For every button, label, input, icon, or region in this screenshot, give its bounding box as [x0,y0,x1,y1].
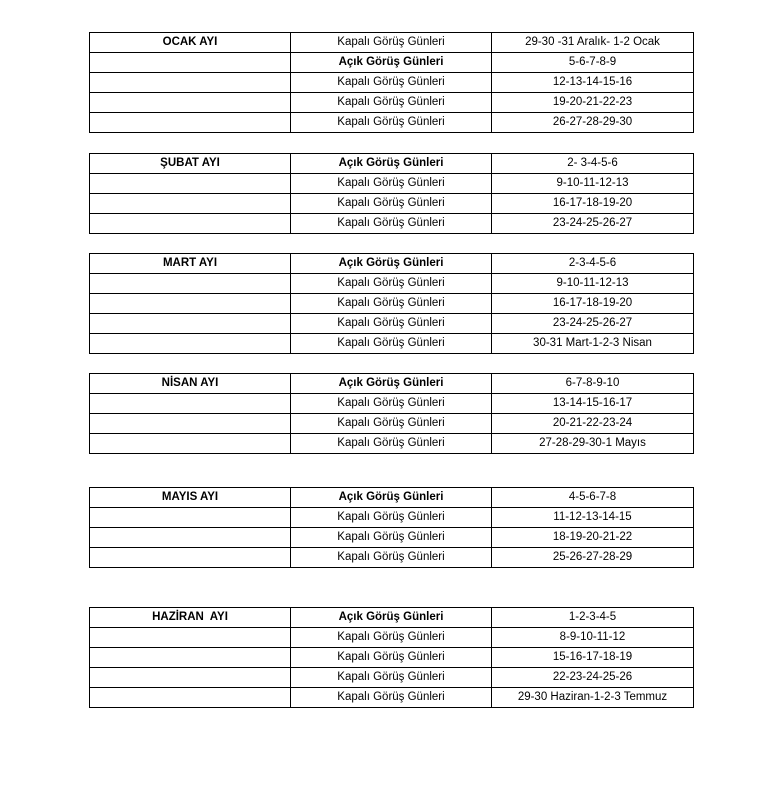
empty-cell [90,508,291,528]
table-row [90,314,694,334]
visit-dates: 2-3-4-5-6 [492,254,694,274]
empty-cell [90,394,291,414]
table-row [90,274,694,294]
visit-dates: 19-20-21-22-23 [492,93,694,113]
table-row [90,113,694,133]
table-row [90,93,694,113]
visit-dates: 20-21-22-23-24 [492,414,694,434]
visit-dates: 30-31 Mart-1-2-3 Nisan [492,334,694,354]
visit-dates: 18-19-20-21-22 [492,528,694,548]
visit-dates: 15-16-17-18-19 [492,648,694,668]
visit-dates: 1-2-3-4-5 [492,608,694,628]
month-table-mart [89,253,694,354]
visit-dates: 6-7-8-9-10 [492,374,694,394]
visit-dates: 8-9-10-11-12 [492,628,694,648]
visit-type: Kapalı Görüş Günleri [291,508,492,528]
visit-dates: 29-30 -31 Aralık- 1-2 Ocak [492,33,694,53]
table-row [90,154,694,174]
visit-type: Açık Görüş Günleri [291,53,492,73]
visit-type: Açık Görüş Günleri [291,374,492,394]
visit-type: Kapalı Görüş Günleri [291,113,492,133]
visit-dates: 5-6-7-8-9 [492,53,694,73]
empty-cell [90,628,291,648]
table-row [90,528,694,548]
visit-type: Kapalı Görüş Günleri [291,274,492,294]
empty-cell [90,294,291,314]
visit-type: Kapalı Görüş Günleri [291,548,492,568]
month-table-haziran [89,607,694,708]
table-row [90,548,694,568]
month-name: HAZİRAN AYI [90,608,291,628]
table-row [90,194,694,214]
visit-dates: 12-13-14-15-16 [492,73,694,93]
visit-type: Kapalı Görüş Günleri [291,194,492,214]
empty-cell [90,528,291,548]
visit-dates: 29-30 Haziran-1-2-3 Temmuz [492,688,694,708]
empty-cell [90,194,291,214]
month-name: NİSAN AYI [90,374,291,394]
month-name: ŞUBAT AYI [90,154,291,174]
visit-dates: 23-24-25-26-27 [492,314,694,334]
table-row [90,214,694,234]
visit-type: Kapalı Görüş Günleri [291,414,492,434]
visit-dates: 11-12-13-14-15 [492,508,694,528]
visit-type: Açık Görüş Günleri [291,608,492,628]
table-row [90,508,694,528]
table-row [90,688,694,708]
visit-dates: 2- 3-4-5-6 [492,154,694,174]
visit-type: Kapalı Görüş Günleri [291,314,492,334]
visit-type: Kapalı Görüş Günleri [291,174,492,194]
visit-dates: 22-23-24-25-26 [492,668,694,688]
empty-cell [90,214,291,234]
empty-cell [90,668,291,688]
visit-type: Kapalı Görüş Günleri [291,33,492,53]
visit-dates: 9-10-11-12-13 [492,174,694,194]
visit-dates: 16-17-18-19-20 [492,294,694,314]
table-row [90,394,694,414]
month-name: OCAK AYI [90,33,291,53]
visit-type: Kapalı Görüş Günleri [291,214,492,234]
table-row [90,374,694,394]
visit-type: Açık Görüş Günleri [291,488,492,508]
visit-type: Kapalı Görüş Günleri [291,434,492,454]
table-row [90,648,694,668]
visit-type: Kapalı Görüş Günleri [291,628,492,648]
empty-cell [90,274,291,294]
visit-type: Kapalı Görüş Günleri [291,93,492,113]
month-name: MART AYI [90,254,291,274]
empty-cell [90,113,291,133]
empty-cell [90,334,291,354]
visit-dates: 25-26-27-28-29 [492,548,694,568]
month-name: MAYIS AYI [90,488,291,508]
month-table-mayis [89,487,694,568]
empty-cell [90,73,291,93]
table-row [90,608,694,628]
table-row [90,33,694,53]
table-row [90,628,694,648]
month-table-nisan [89,373,694,454]
month-table-ocak [89,32,694,133]
visit-dates: 26-27-28-29-30 [492,113,694,133]
visit-dates: 23-24-25-26-27 [492,214,694,234]
empty-cell [90,414,291,434]
table-row [90,668,694,688]
table-row [90,174,694,194]
empty-cell [90,434,291,454]
empty-cell [90,548,291,568]
table-row [90,294,694,314]
table-row [90,434,694,454]
visit-type: Açık Görüş Günleri [291,254,492,274]
visit-type: Kapalı Görüş Günleri [291,334,492,354]
empty-cell [90,314,291,334]
month-table-subat [89,153,694,234]
visit-dates: 9-10-11-12-13 [492,274,694,294]
visit-dates: 27-28-29-30-1 Mayıs [492,434,694,454]
empty-cell [90,53,291,73]
table-row [90,414,694,434]
visit-type: Kapalı Görüş Günleri [291,394,492,414]
visit-type: Kapalı Görüş Günleri [291,528,492,548]
table-row [90,73,694,93]
visit-dates: 16-17-18-19-20 [492,194,694,214]
visit-dates: 4-5-6-7-8 [492,488,694,508]
table-row [90,254,694,274]
visit-type: Kapalı Görüş Günleri [291,688,492,708]
empty-cell [90,648,291,668]
table-row [90,334,694,354]
visit-type: Kapalı Görüş Günleri [291,73,492,93]
visit-type: Açık Görüş Günleri [291,154,492,174]
visit-type: Kapalı Görüş Günleri [291,668,492,688]
empty-cell [90,174,291,194]
table-row [90,488,694,508]
empty-cell [90,688,291,708]
table-row [90,53,694,73]
empty-cell [90,93,291,113]
visit-type: Kapalı Görüş Günleri [291,648,492,668]
visit-dates: 13-14-15-16-17 [492,394,694,414]
visit-type: Kapalı Görüş Günleri [291,294,492,314]
